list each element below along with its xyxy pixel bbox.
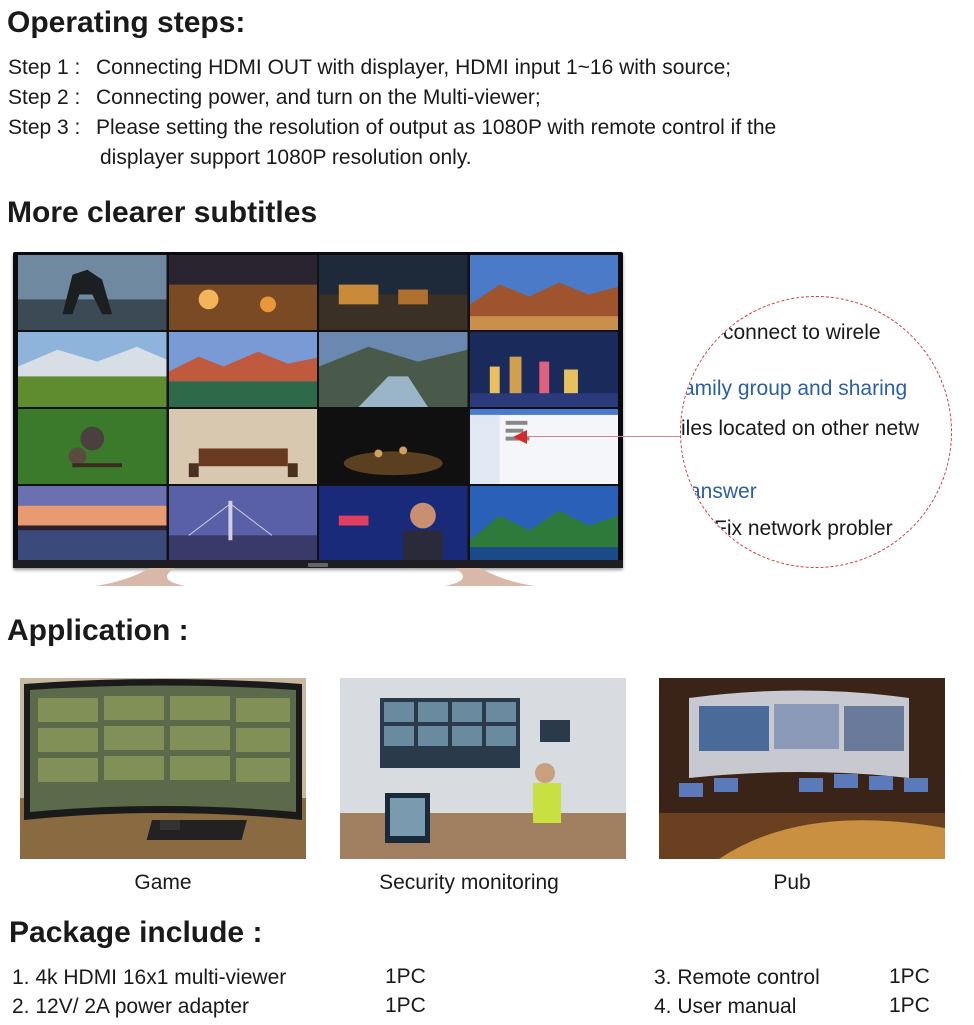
tile-sunset-bridge [18, 486, 167, 561]
section-title-operating-steps: Operating steps: [7, 6, 246, 39]
section-title-package: Package include : [9, 916, 263, 949]
tv-stand-left [95, 566, 185, 588]
tile-night-town [319, 255, 468, 330]
zoom-text-line-4: answer [689, 480, 757, 503]
package-item-qty: 1PC [889, 994, 930, 1017]
tile-rock-arch [18, 255, 167, 330]
step-3-label: Step 3 : [8, 116, 81, 139]
package-item-name: 2. 12V/ 2A power adapter [12, 995, 249, 1018]
tile-city-night [169, 255, 318, 330]
package-item-qty: 1PC [385, 994, 426, 1017]
tv-multiview-image [13, 252, 623, 568]
tile-mountain-lake [169, 332, 318, 407]
zoom-text-line-3: iles located on other netw [681, 417, 920, 440]
tile-stage-show [319, 409, 468, 484]
tv-stand-right [445, 566, 535, 588]
control-room-photo [340, 678, 626, 859]
package-item-qty: 1PC [385, 965, 426, 988]
package-item-qty: 1PC [889, 965, 930, 988]
zoom-magnifier-circle [680, 296, 952, 568]
multiview-grid [18, 255, 618, 561]
package-item-name: 4. User manual [654, 995, 797, 1018]
zoom-connector-line [522, 436, 682, 437]
gaming-monitor-photo [20, 678, 306, 859]
section-title-application: Application : [7, 614, 189, 647]
zoom-text-line-1: connect to wirele [723, 321, 881, 344]
step-3 [8, 116, 776, 140]
tile-meeting-room [169, 409, 318, 484]
red-arrow-icon [513, 430, 527, 444]
section-title-subtitles: More clearer subtitles [7, 196, 318, 229]
step-3-continuation: displayer support 1080P resolution only. [100, 146, 472, 169]
package-item-name: 3. Remote control [654, 966, 820, 989]
step-3-text: Please setting the resolution of output as 1080P with remote control if the [96, 116, 777, 139]
step-2-text: Connecting power, and turn on the Multi-viewer; [96, 86, 541, 109]
package-item-name: 1. 4k HDMI 16x1 multi-viewer [12, 966, 287, 989]
step-1-text: Connecting HDMI OUT with displayer, HDMI input 1~16 with source; [96, 56, 732, 79]
tile-alpine-meadow [18, 332, 167, 407]
tv-logo [308, 563, 328, 567]
caption-game: Game [134, 871, 192, 894]
tile-desert-canyon [470, 255, 619, 330]
pub-screens-photo [659, 678, 945, 859]
tile-cable-bridge [169, 486, 318, 561]
tile-bird-branch [18, 409, 167, 484]
tile-software-window [470, 409, 619, 484]
caption-pub: Pub [773, 871, 811, 894]
caption-security-monitoring: Security monitoring [379, 871, 559, 894]
tile-news-anchor [319, 486, 468, 561]
zoom-text-line-2: amily group and sharing [683, 377, 908, 400]
zoom-text-line-5: Fix network probler [714, 517, 893, 540]
tile-river-valley [319, 332, 468, 407]
tile-green-islands [470, 486, 619, 561]
tile-skyline-night [470, 332, 619, 407]
step-1-label: Step 1 : [8, 56, 81, 79]
step-1 [8, 56, 731, 80]
step-2-label: Step 2 : [8, 86, 81, 109]
step-2 [8, 86, 541, 110]
